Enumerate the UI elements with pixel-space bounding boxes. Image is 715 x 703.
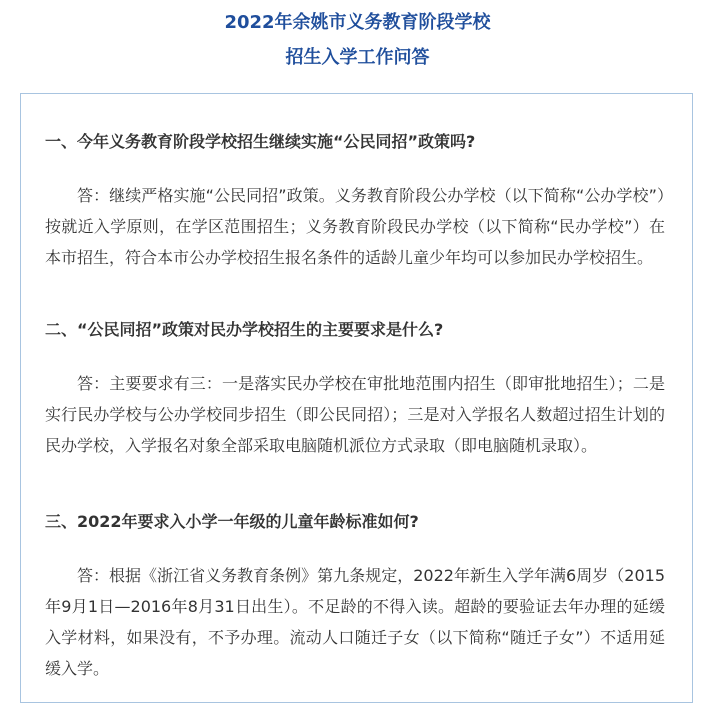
question-1: 一、今年义务教育阶段学校招生继续实施“公民同招”政策吗? — [45, 132, 476, 151]
article-title-line1: 2022年余姚市义务教育阶段学校 — [224, 12, 491, 33]
article-title-line2: 招生入学工作问答 — [285, 47, 430, 68]
qa-section-3 — [45, 510, 665, 678]
qa-section-2 — [45, 318, 665, 455]
answer-2: 答：主要要求有三：一是落实民办学校在审批地范围内招生（即审批地招生）；二是实行民办学校与公办学校同步招生（即公民同招）；三是对入学报名人数超过招生计划的民办学校，入学报名对象全部采取电脑随机派位方式录取（即电脑随机录取）。 — [45, 374, 665, 455]
qa-section-1 — [45, 130, 665, 267]
question-2: 二、“公民同招”政策对民办学校招生的主要要求是什么? — [45, 320, 444, 339]
answer-3: 答：根据《浙江省义务教育条例》第九条规定，2022年新生入学年满6周岁（2015年9月1日—2016年8月31日出生）。不足龄的不得入读。超龄的要验证去年办理的延缓入学材料，如果没有，不予办理。流动人口随迁子女（以下简称“随迁子女”）不适用延缓入学。 — [45, 566, 665, 678]
answer-1: 答：继续严格实施“公民同招”政策。义务教育阶段公办学校（以下简称“公办学校”）按就近入学原则，在学区范围招生；义务教育阶段民办学校（以下简称“民办学校”）在本市招生，符合本市公办学校招生报名条件的适龄儿童少年均可以参加民办学校招生。 — [45, 186, 665, 267]
article-header — [0, 0, 715, 92]
question-3: 三、2022年要求入小学一年级的儿童年龄标准如何? — [45, 512, 419, 531]
